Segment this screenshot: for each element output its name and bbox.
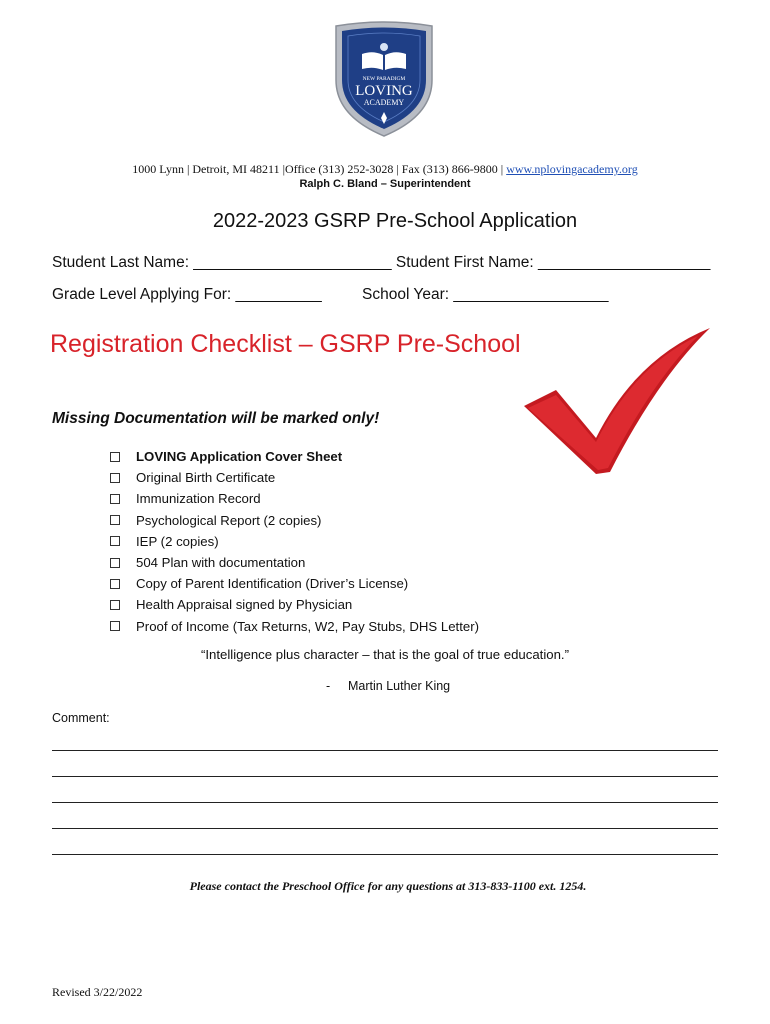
list-item: IEP (2 copies) xyxy=(110,531,479,552)
svg-text:LOVING: LOVING xyxy=(355,83,413,99)
author-name: Martin Luther King xyxy=(348,679,451,693)
list-item: Psychological Report (2 copies) xyxy=(110,510,479,531)
list-item: Health Appraisal signed by Physician xyxy=(110,594,479,615)
comment-line[interactable] xyxy=(52,828,718,829)
school-year-field[interactable]: School Year: __________________ xyxy=(362,286,609,303)
checkbox[interactable] xyxy=(110,536,120,546)
checklist-items xyxy=(110,446,479,637)
checkbox[interactable] xyxy=(110,473,120,483)
svg-text:NEW PARADIGM: NEW PARADIGM xyxy=(362,76,406,82)
list-item: Proof of Income (Tax Returns, W2, Pay Stubs, DHS Letter) xyxy=(110,616,479,637)
checkbox[interactable] xyxy=(110,494,120,504)
comment-line[interactable] xyxy=(52,750,718,751)
svg-text:ACADEMY: ACADEMY xyxy=(363,98,405,107)
contact-address xyxy=(0,162,770,177)
student-last-name-field[interactable]: Student Last Name: _______________________ xyxy=(52,254,392,271)
checkbox[interactable] xyxy=(110,621,120,631)
checkmark-icon xyxy=(518,318,718,478)
checkbox[interactable] xyxy=(110,515,120,525)
academy-logo xyxy=(328,20,440,138)
comment-label: Comment: xyxy=(52,711,110,725)
grade-level-field[interactable]: Grade Level Applying For: __________ xyxy=(52,286,322,303)
page-title: 2022-2023 GSRP Pre-School Application xyxy=(212,210,578,232)
list-item: LOVING Application Cover Sheet xyxy=(110,446,479,467)
quote-text: “Intelligence plus character – that is the goal of true education.” xyxy=(200,647,569,662)
missing-documentation-note: Missing Documentation will be marked only! xyxy=(52,410,380,427)
quote-author xyxy=(326,679,450,693)
comment-line[interactable] xyxy=(52,802,718,803)
website-link[interactable]: www.nplovingacademy.org xyxy=(506,162,638,176)
checkbox[interactable] xyxy=(110,600,120,610)
student-name-row xyxy=(52,254,710,272)
quote-dash: - xyxy=(326,679,331,693)
checkbox[interactable] xyxy=(110,452,120,462)
list-item: Copy of Parent Identification (Driver’s License) xyxy=(110,573,479,594)
list-item: Original Birth Certificate xyxy=(110,467,479,488)
list-item: 504 Plan with documentation xyxy=(110,552,479,573)
checklist-heading: Registration Checklist – GSRP Pre-School xyxy=(50,330,521,358)
contact-note: Please contact the Preschool Office for any questions at 313-833-1100 ext. 1254. xyxy=(189,879,587,893)
comment-line[interactable] xyxy=(52,854,718,855)
checkbox[interactable] xyxy=(110,558,120,568)
comment-line[interactable] xyxy=(52,776,718,777)
shield-icon xyxy=(328,20,440,138)
revised-date: Revised 3/22/2022 xyxy=(52,985,143,999)
address-text: 1000 Lynn | Detroit, MI 48211 |Office (313) 252-3028 | Fax (313) 866-9800 | xyxy=(132,162,507,176)
checkbox[interactable] xyxy=(110,579,120,589)
superintendent-line: Ralph C. Bland – Superintendent xyxy=(299,178,471,190)
list-item: Immunization Record xyxy=(110,488,479,509)
student-first-name-field[interactable]: Student First Name: ____________________ xyxy=(395,254,711,271)
